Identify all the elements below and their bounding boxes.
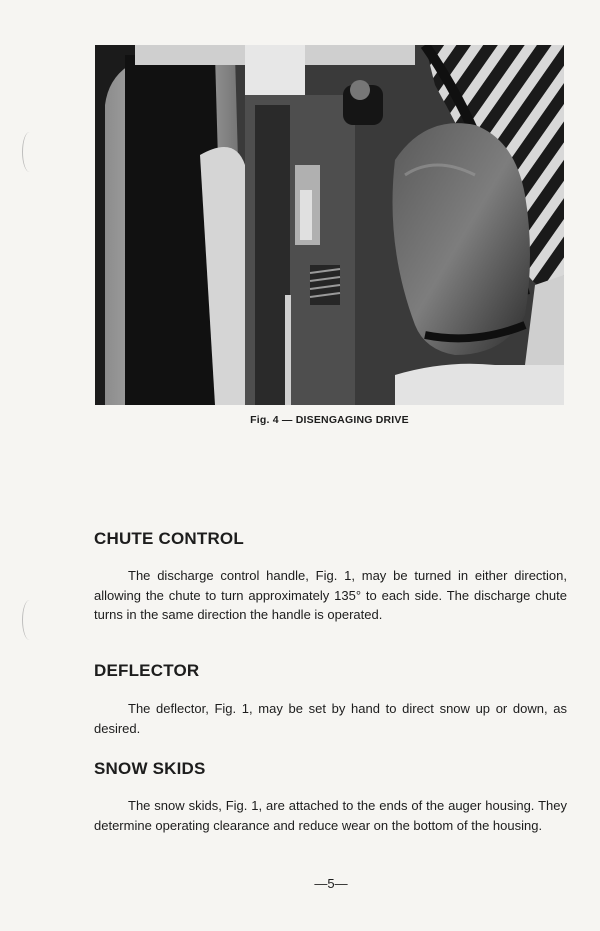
section-title-chute-control: CHUTE CONTROL [94, 529, 244, 548]
section-text-chute-control: The discharge control handle, Fig. 1, may be turned in either direction, allowing the chute to turn approximately 135° to each side. The discharge chute turns in the same direction the handle is operated. [94, 568, 567, 622]
disengaging-drive-photo [95, 45, 564, 405]
figure-caption: Fig. 4 — DISENGAGING DRIVE [250, 414, 409, 426]
section-text-deflector: The deflector, Fig. 1, may be set by hand to direct snow up or down, as desired. [94, 701, 567, 736]
section-text-snow-skids: The snow skids, Fig. 1, are attached to the ends of the auger housing. They determine operating clearance and reduce wear on the bottom of the housing. [94, 798, 567, 833]
section-title-deflector: DEFLECTOR [94, 661, 200, 680]
section-title-snow-skids: SNOW SKIDS [94, 759, 206, 778]
binder-hole-mark [22, 600, 37, 640]
binder-hole-mark [22, 132, 37, 172]
page-number: —5— [314, 876, 348, 891]
figure-photo [95, 45, 564, 405]
